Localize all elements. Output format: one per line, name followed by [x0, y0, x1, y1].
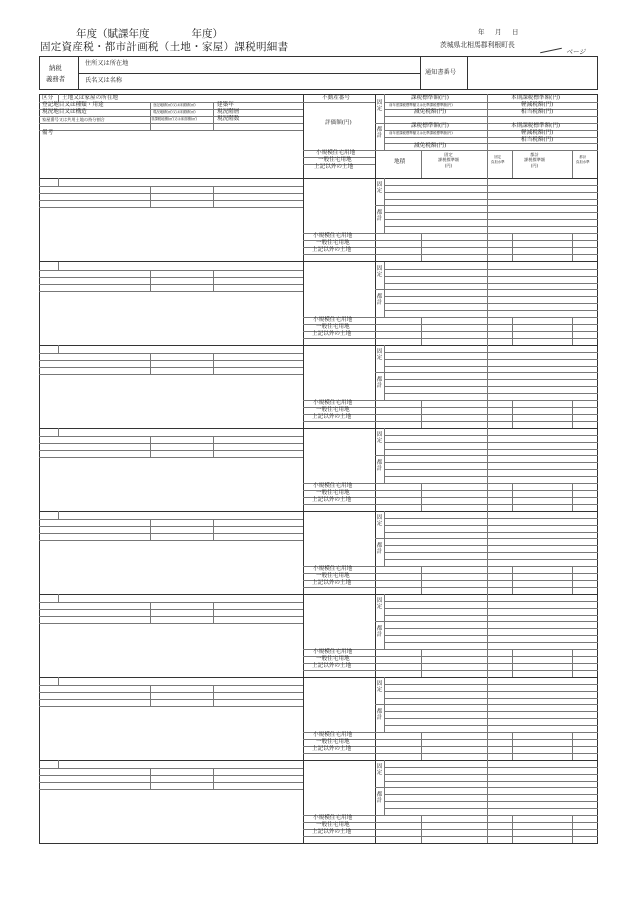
header-cur-floor: 現況階層 — [217, 109, 240, 115]
block-5-right-area-row-1 — [375, 573, 598, 574]
block-2-kubun-col — [58, 262, 59, 270]
block-6-right-area-row-1 — [375, 656, 598, 657]
block-8-small-residential: 小規模住宅用地 — [313, 815, 353, 821]
block-3-small-residential: 小規模住宅用地 — [313, 400, 353, 406]
block-6-toshi-label: 都計 — [376, 626, 383, 638]
block-7-right-row-2 — [384, 691, 598, 692]
block-2-right-area-row-1 — [375, 324, 598, 325]
block-7-left-col-2 — [213, 685, 214, 706]
issue-date: 年 月 日 — [478, 28, 521, 36]
header-cur-area: 現況地積(㎡)又は床面積(㎡) — [153, 110, 196, 114]
header-kotei-year-std: 本則課税標準額(円) — [511, 95, 561, 101]
block-7-toshi-label: 都計 — [376, 709, 383, 721]
block-1-right-row-6 — [384, 226, 598, 227]
block-4-left-row-2 — [39, 443, 303, 444]
block-6-left-col-2 — [213, 602, 214, 623]
block-5-area-col-2 — [512, 566, 513, 594]
header-bottom-line — [39, 178, 598, 179]
block-2-right-mid-line — [375, 289, 598, 290]
block-4-right-lower-line — [375, 483, 598, 484]
block-1-left-row-2 — [39, 193, 303, 194]
block-6-right-area-row-3 — [375, 670, 598, 671]
block-7-right-row-1 — [384, 684, 598, 685]
block-3-right-area-row-1 — [375, 407, 598, 408]
block-3-right-row-6 — [384, 393, 598, 394]
block-4-toshi-label: 都計 — [376, 460, 383, 472]
page-label: ページ — [566, 48, 586, 56]
block-5-left-col-1 — [150, 519, 151, 540]
header-toshi-special: 都計 負担水準 — [576, 155, 590, 164]
block-7-area-col-2 — [512, 732, 513, 760]
address-label: 住所又は所在地 — [85, 60, 129, 67]
block-6-right-row-1 — [384, 601, 598, 602]
taxpayer-label-top: 納税 — [49, 64, 62, 72]
block-4-right-area-row-2 — [375, 497, 598, 498]
block-6-right-mid-line — [375, 621, 598, 622]
block-7-left-row-4 — [39, 706, 303, 707]
block-8-area-col-3 — [572, 815, 573, 843]
block-1-toshi-label: 都計 — [376, 210, 383, 222]
block-7-right-lower-line — [375, 732, 598, 733]
block-3-right-lower-line — [375, 400, 598, 401]
block-1-other-land: 上記以外の土地 — [312, 247, 352, 253]
block-8-mid-row-4 — [303, 836, 375, 837]
block-2-toshi-label: 都計 — [376, 294, 383, 306]
block-8-left-col-1 — [150, 768, 151, 789]
block-5-right-row-5 — [384, 552, 598, 553]
block-7-right-row-4 — [384, 711, 598, 712]
block-2-right-row-5 — [384, 303, 598, 304]
block-3-mid-row-4 — [303, 421, 375, 422]
block-6-right-row-3 — [384, 615, 598, 616]
block-7-right-row-6 — [384, 725, 598, 726]
block-7-left-row-2 — [39, 692, 303, 693]
block-8-left-row-2 — [39, 775, 303, 776]
block-4-left-col-2 — [213, 436, 214, 457]
block-8-right-row-2 — [384, 774, 598, 775]
block-6-small-residential: 小規模住宅用地 — [313, 649, 353, 655]
block-1-kubun-col — [58, 178, 59, 186]
block-1-right-area-row-1 — [375, 240, 598, 241]
block-6-left-row-4 — [39, 623, 303, 624]
block-4-bottom-line — [39, 511, 598, 512]
block-7-right-area-row-3 — [375, 753, 598, 754]
block-3-left-row-1 — [39, 353, 303, 354]
block-1-right-mid-line — [375, 205, 598, 206]
block-4-right-row-2 — [384, 442, 598, 443]
block-2-left-row-3 — [39, 284, 303, 285]
header-toshi-year-std: 本則課税標準額(円) — [511, 123, 561, 129]
block-1-mid-row-4 — [303, 254, 375, 255]
block-7-area-col-1 — [421, 732, 422, 760]
notice-number-label: 通知書番号 — [425, 69, 456, 76]
block-4-kubun-col — [58, 428, 59, 436]
block-3-right-row-3 — [384, 366, 598, 367]
block-1-right-area-row-3 — [375, 254, 598, 255]
taxpayer-midline — [78, 73, 420, 74]
block-2-left-row-1 — [39, 270, 303, 271]
block-5-general-residential: 一般住宅用地 — [316, 573, 350, 579]
block-4-right-row-5 — [384, 469, 598, 470]
block-3-right-row-2 — [384, 359, 598, 360]
block-6-mid-row-4 — [303, 670, 375, 671]
header-cur-storeys: 現況階数 — [217, 116, 240, 122]
block-6-right-row-6 — [384, 642, 598, 643]
block-7-right-mid-line — [375, 704, 598, 705]
block-5-right-lower-line — [375, 566, 598, 567]
block-2-right-row-3 — [384, 283, 598, 284]
block-3-left-row-4 — [39, 374, 303, 375]
block-4-general-residential: 一般住宅用地 — [316, 490, 350, 496]
block-1-right-area-row-2 — [375, 247, 598, 248]
block-6-area-col-2 — [512, 649, 513, 677]
block-7-mid-row-4 — [303, 753, 375, 754]
block-2-other-land: 上記以外の土地 — [312, 331, 352, 337]
notice-divider-2 — [467, 56, 468, 90]
block-6-right-lower-line — [375, 649, 598, 650]
block-7-kotei-label: 固定 — [376, 681, 383, 693]
block-8-right-area-row-3 — [375, 836, 598, 837]
block-3-right-area-row-3 — [375, 421, 598, 422]
header-toshi-prev: 前年度課税標準額又は比準課税標準額(円) — [389, 131, 453, 135]
block-7-right-row-5 — [384, 718, 598, 719]
block-8-kubun-col — [58, 760, 59, 768]
block-3-area-col-2 — [512, 400, 513, 428]
header-kotei-label: 固定 — [376, 100, 383, 112]
block-5-kotei-label: 固定 — [376, 515, 383, 527]
block-1-left-row-4 — [39, 207, 303, 208]
block-6-kotei-label: 固定 — [376, 598, 383, 610]
block-1-left-col-1 — [150, 186, 151, 207]
block-8-right-row-6 — [384, 808, 598, 809]
block-8-right-lower-line — [375, 815, 598, 816]
block-8-toshi-label: 都計 — [376, 792, 383, 804]
block-8-bottom-line — [39, 843, 598, 844]
block-1-left-col-2 — [213, 186, 214, 207]
block-8-right-area-row-2 — [375, 829, 598, 830]
issuer-name: 茨城県北相馬郡利根町長 — [440, 41, 515, 49]
block-4-right-row-1 — [384, 435, 598, 436]
block-4-right-row-3 — [384, 449, 598, 450]
block-1-general-residential: 一般住宅用地 — [316, 240, 350, 246]
block-7-right-row-3 — [384, 698, 598, 699]
header-cur-category: 現況地目又は構造 — [42, 109, 87, 115]
block-2-kotei-label: 固定 — [376, 266, 383, 278]
block-5-other-land: 上記以外の土地 — [312, 580, 352, 586]
block-4-left-row-1 — [39, 436, 303, 437]
block-5-left-row-2 — [39, 526, 303, 527]
header-toshi-label: 都計 — [376, 127, 383, 139]
block-7-kubun-col — [58, 677, 59, 685]
block-4-left-row-4 — [39, 457, 303, 458]
block-4-kotei-label: 固定 — [376, 432, 383, 444]
block-3-area-col-1 — [421, 400, 422, 428]
block-5-area-col-1 — [421, 566, 422, 594]
block-8-left-row-4 — [39, 789, 303, 790]
block-6-general-residential: 一般住宅用地 — [316, 656, 350, 662]
block-5-mid-row-4 — [303, 587, 375, 588]
block-2-left-row-4 — [39, 291, 303, 292]
block-7-left-row-3 — [39, 699, 303, 700]
header-general-residential: 一般住宅用地 — [318, 157, 352, 163]
header-kotei-special: 固定 負担水準 — [491, 155, 505, 164]
header-exempt-area: 非課税地積(㎡)又は床面積(㎡) — [151, 117, 197, 121]
page-number-line — [540, 48, 562, 54]
block-6-area-col-3 — [572, 649, 573, 677]
header-reg-area: 登記地積(㎡)又は床面積(㎡) — [153, 103, 196, 107]
header-kotei-std2: 固定 課税標準額 (円) — [438, 152, 459, 168]
header-kubun: 区分 — [42, 95, 54, 101]
block-3-left-row-3 — [39, 367, 303, 368]
block-1-right-row-4 — [384, 212, 598, 213]
block-2-area-col-3 — [572, 317, 573, 345]
block-3-right-row-4 — [384, 379, 598, 380]
block-5-right-row-6 — [384, 559, 598, 560]
block-3-right-mid-line — [375, 372, 598, 373]
block-3-toshi-label: 都計 — [376, 377, 383, 389]
header-location: 土地又は家屋の所在地 — [62, 95, 118, 101]
block-5-left-row-4 — [39, 540, 303, 541]
block-4-right-area-row-3 — [375, 504, 598, 505]
block-3-general-residential: 一般住宅用地 — [316, 407, 350, 413]
block-2-right-area-row-3 — [375, 338, 598, 339]
block-5-bottom-line — [39, 594, 598, 595]
block-4-right-area-row-1 — [375, 490, 598, 491]
block-4-area-col-3 — [572, 483, 573, 511]
block-8-right-row-5 — [384, 801, 598, 802]
block-4-area-col-1 — [421, 483, 422, 511]
block-5-right-row-1 — [384, 518, 598, 519]
block-6-left-col-1 — [150, 602, 151, 623]
block-5-small-residential: 小規模住宅用地 — [313, 566, 353, 572]
block-5-toshi-label: 都計 — [376, 543, 383, 555]
block-7-other-land: 上記以外の土地 — [312, 746, 352, 752]
block-8-kotei-label: 固定 — [376, 764, 383, 776]
block-6-left-row-3 — [39, 616, 303, 617]
block-4-right-row-4 — [384, 462, 598, 463]
block-6-right-row-5 — [384, 635, 598, 636]
block-2-right-row-4 — [384, 296, 598, 297]
block-5-right-area-row-2 — [375, 580, 598, 581]
block-2-right-row-1 — [384, 269, 598, 270]
block-3-left-col-1 — [150, 353, 151, 374]
block-1-bottom-line — [39, 261, 598, 262]
block-1-area-col-2 — [512, 233, 513, 261]
block-4-right-mid-line — [375, 455, 598, 456]
block-5-right-row-4 — [384, 545, 598, 546]
block-2-right-area-row-2 — [375, 331, 598, 332]
block-4-left-row-3 — [39, 450, 303, 451]
block-8-other-land: 上記以外の土地 — [312, 829, 352, 835]
header-assessed-value: 評価額(円) — [325, 120, 352, 126]
block-5-left-row-3 — [39, 533, 303, 534]
taxpayer-label-bottom: 義務者 — [46, 75, 66, 83]
block-8-left-col-2 — [213, 768, 214, 789]
block-6-other-land: 上記以外の土地 — [312, 663, 352, 669]
block-3-right-row-5 — [384, 386, 598, 387]
header-small-residential: 小規模住宅用地 — [316, 150, 356, 156]
year-line: 年度（賦課年度 年度） — [76, 28, 223, 40]
block-2-right-lower-line — [375, 317, 598, 318]
block-8-right-area-row-1 — [375, 822, 598, 823]
block-6-right-row-2 — [384, 608, 598, 609]
block-8-area-col-1 — [421, 815, 422, 843]
block-7-area-col-3 — [572, 732, 573, 760]
block-5-kubun-col — [58, 511, 59, 519]
block-7-general-residential: 一般住宅用地 — [316, 739, 350, 745]
block-4-area-col-2 — [512, 483, 513, 511]
block-1-left-row-1 — [39, 186, 303, 187]
block-2-small-residential: 小規模住宅用地 — [313, 317, 353, 323]
block-5-right-area-row-3 — [375, 587, 598, 588]
block-1-area-col-1 — [421, 233, 422, 261]
block-8-area-col-2 — [512, 815, 513, 843]
block-1-right-lower-line — [375, 233, 598, 234]
block-2-left-row-2 — [39, 277, 303, 278]
block-1-right-row-3 — [384, 199, 598, 200]
block-1-right-row-2 — [384, 192, 598, 193]
block-7-bottom-line — [39, 760, 598, 761]
block-8-general-residential: 一般住宅用地 — [316, 822, 350, 828]
block-2-right-row-6 — [384, 310, 598, 311]
block-2-area-col-2 — [512, 317, 513, 345]
block-4-right-row-6 — [384, 476, 598, 477]
block-5-left-col-2 — [213, 519, 214, 540]
header-reg-category: 登記地目又は種類・用途 — [42, 102, 104, 108]
block-8-left-row-3 — [39, 782, 303, 783]
block-3-kubun-col — [58, 345, 59, 353]
block-1-area-col-3 — [572, 233, 573, 261]
block-4-small-residential: 小規模住宅用地 — [313, 483, 353, 489]
block-2-bottom-line — [39, 345, 598, 346]
block-1-right-row-1 — [384, 185, 598, 186]
block-8-left-row-1 — [39, 768, 303, 769]
block-1-right-row-5 — [384, 219, 598, 220]
block-4-other-land: 上記以外の土地 — [312, 497, 352, 503]
header-toshi-reduce: 減免税額(円) — [414, 143, 447, 149]
block-6-right-area-row-2 — [375, 663, 598, 664]
block-2-area-col-1 — [421, 317, 422, 345]
header-land-area: 地積 — [394, 159, 406, 165]
block-7-small-residential: 小規模住宅用地 — [313, 732, 353, 738]
block-2-mid-row-4 — [303, 338, 375, 339]
header-other-land: 上記以外の土地 — [314, 164, 354, 170]
header-toshi-std: 課税標準額(円) — [411, 123, 449, 129]
block-1-kotei-label: 固定 — [376, 182, 383, 194]
block-6-left-row-2 — [39, 609, 303, 610]
block-5-right-row-2 — [384, 525, 598, 526]
header-toshi-tax: 軽減税額(円) — [521, 130, 554, 136]
block-3-kotei-label: 固定 — [376, 349, 383, 361]
header-toshi-equiv: 相当税額(円) — [521, 137, 554, 143]
block-6-bottom-line — [39, 677, 598, 678]
block-5-right-mid-line — [375, 538, 598, 539]
block-2-left-col-1 — [150, 270, 151, 291]
block-8-right-row-1 — [384, 767, 598, 768]
header-remarks: 備考 — [42, 130, 54, 136]
block-7-left-col-1 — [150, 685, 151, 706]
block-7-right-area-row-1 — [375, 739, 598, 740]
block-6-left-row-1 — [39, 602, 303, 603]
block-2-right-row-2 — [384, 276, 598, 277]
header-kotei-reduce: 減免税額(円) — [414, 109, 447, 115]
page-title: 固定資産税・都市計画税（土地・家屋）課税明細書 — [40, 41, 289, 53]
block-4-left-col-1 — [150, 436, 151, 457]
block-7-right-area-row-2 — [375, 746, 598, 747]
block-5-right-row-3 — [384, 532, 598, 533]
header-build-year: 建築年 — [217, 102, 234, 108]
block-8-right-row-3 — [384, 781, 598, 782]
block-5-left-row-1 — [39, 519, 303, 520]
notice-divider-1 — [420, 56, 421, 90]
block-2-left-col-2 — [213, 270, 214, 291]
block-3-left-col-2 — [213, 353, 214, 374]
block-3-bottom-line — [39, 428, 598, 429]
header-kotei-prev: 前年度課税標準額又は比準課税標準額(円) — [389, 103, 453, 107]
block-8-right-mid-line — [375, 787, 598, 788]
block-8-right-row-4 — [384, 794, 598, 795]
block-4-mid-row-4 — [303, 504, 375, 505]
block-3-right-row-1 — [384, 352, 598, 353]
block-6-right-row-4 — [384, 628, 598, 629]
block-1-left-row-3 — [39, 200, 303, 201]
header-toshi-std2: 都計 課税標準額 (円) — [524, 152, 545, 168]
block-5-area-col-3 — [572, 566, 573, 594]
header-house-number: 家屋番号又は共用土地の持分割合 — [42, 117, 105, 122]
header-kotei-tax: 軽減税額(円) — [521, 102, 554, 108]
header-kotei-std: 課税標準額(円) — [411, 95, 449, 101]
header-kotei-equiv: 相当税額(円) — [521, 109, 554, 115]
block-7-left-row-1 — [39, 685, 303, 686]
block-2-general-residential: 一般住宅用地 — [316, 324, 350, 330]
block-6-kubun-col — [58, 594, 59, 602]
block-6-area-col-1 — [421, 649, 422, 677]
block-3-other-land: 上記以外の土地 — [312, 414, 352, 420]
block-1-small-residential: 小規模住宅用地 — [313, 233, 353, 239]
block-3-area-col-3 — [572, 400, 573, 428]
name-label: 氏名又は名称 — [85, 77, 123, 84]
block-3-left-row-2 — [39, 360, 303, 361]
header-property-no: 不動産番号 — [322, 95, 350, 101]
block-3-right-area-row-2 — [375, 414, 598, 415]
